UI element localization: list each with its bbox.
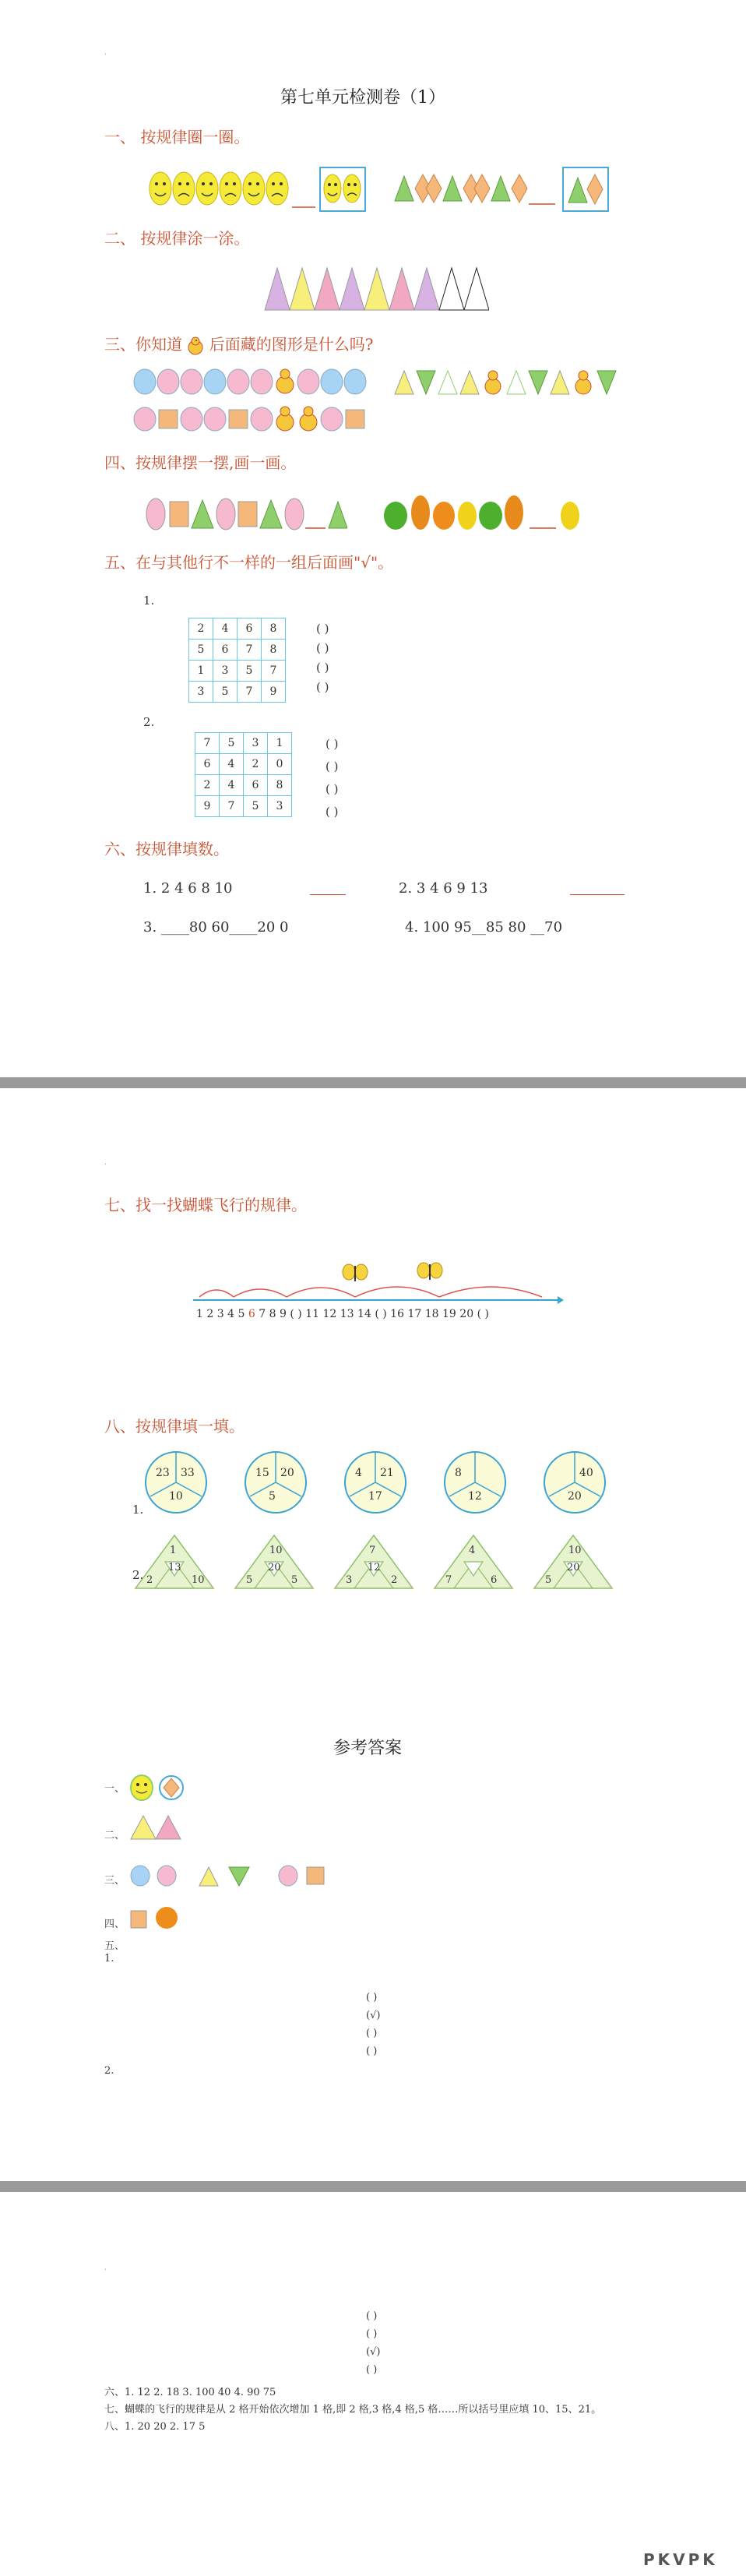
- section-2-heading: 二、 按规律涂一涂。: [104, 229, 250, 248]
- triangle-right-value: 10: [192, 1574, 205, 1586]
- circle-bottom-value: 20: [568, 1490, 582, 1503]
- answer-paren[interactable]: ( ): [325, 759, 339, 774]
- question-5-1-label: 1.: [143, 594, 155, 608]
- sequence-1: 1. 2 4 6 8 10: [143, 880, 233, 897]
- pattern-3-right: [393, 368, 619, 399]
- circle-puzzle: [145, 1451, 207, 1514]
- tick-label: 13: [340, 1308, 354, 1320]
- answer-paren: ( ): [366, 2328, 378, 2340]
- tick-label: 20: [459, 1308, 474, 1320]
- tick-blank[interactable]: ( ): [477, 1308, 489, 1320]
- answer-paren: ( ): [366, 1992, 378, 2003]
- tick-label: 1: [196, 1308, 203, 1320]
- question-5-2-label: 2.: [143, 715, 155, 729]
- triangle-top-value: 10: [269, 1545, 283, 1556]
- tick-label: 16: [390, 1308, 404, 1320]
- tick-label: 3: [216, 1308, 224, 1320]
- circle-bottom-value: 10: [169, 1490, 183, 1503]
- circle-top-left-value: 15: [255, 1467, 269, 1479]
- triangle-puzzle: [333, 1534, 414, 1590]
- answer-paren[interactable]: ( ): [316, 641, 329, 655]
- section-4-heading: 四、按规律摆一摆,画一画。: [104, 453, 297, 472]
- pattern-4-fruits: [382, 491, 615, 534]
- section-3-text: 三、你知道: [104, 335, 182, 354]
- pattern-row-triangles: [393, 368, 619, 402]
- triangle-top-value: 10: [568, 1545, 582, 1556]
- shape-row-1: [393, 170, 557, 209]
- circle-puzzle: [245, 1451, 307, 1514]
- pattern-4-shapes: [145, 495, 347, 534]
- page-dot: .: [104, 2264, 107, 2272]
- circle-top-left-value: 8: [455, 1467, 462, 1479]
- page-dot: .: [104, 1158, 107, 1167]
- tick-label: 4: [227, 1308, 235, 1320]
- triangle-right-value: 5: [291, 1574, 298, 1586]
- answer-8: 八、1. 20 20 2. 17 5: [104, 2421, 206, 2433]
- triangle-right-value: 2: [391, 1574, 398, 1586]
- tick-label: 7: [259, 1308, 266, 1320]
- circle-top-right-value: 21: [380, 1467, 394, 1479]
- tick-label: 17: [407, 1308, 422, 1320]
- answer-2-shapes: [129, 1814, 184, 1844]
- answer-shapes: [564, 168, 607, 210]
- answer-faces: [321, 168, 364, 210]
- row-2-label: 2.: [132, 1568, 144, 1582]
- answer-paren[interactable]: ( ): [316, 622, 329, 636]
- page-dot: .: [104, 48, 107, 57]
- triangle-top-value: 4: [469, 1545, 476, 1556]
- circle-puzzles: [145, 1451, 643, 1521]
- answer-5-label: 五、: [104, 1940, 125, 1952]
- tick-label: 14: [357, 1308, 371, 1320]
- circle-bottom-value: 5: [269, 1490, 276, 1503]
- tick-blank[interactable]: ( ): [290, 1308, 302, 1320]
- section-3-heading: [104, 332, 373, 355]
- answer-paren: (√): [366, 2010, 381, 2021]
- answer-4-shapes: [129, 1905, 184, 1934]
- triangle-center-value: 13: [168, 1562, 181, 1573]
- sequence-3: 3. ____80 60____20 0: [143, 919, 289, 936]
- circle-puzzle: [444, 1451, 506, 1514]
- section-8-heading: 八、按规律填一填。: [104, 1417, 245, 1436]
- answer-paren[interactable]: ( ): [325, 782, 339, 796]
- pattern-row-circles: [132, 366, 374, 455]
- triangle-puzzles: [145, 1534, 643, 1593]
- answer-5-2-label: 2.: [104, 2065, 114, 2077]
- pattern-3-left: [132, 366, 374, 452]
- answer-paren[interactable]: ( ): [316, 661, 329, 675]
- circle-top-left-value: 23: [156, 1467, 170, 1479]
- answer-paren[interactable]: ( ): [325, 805, 339, 819]
- circle-puzzle: [344, 1451, 406, 1514]
- answers-title: 参考答案: [333, 1739, 403, 1758]
- tick-label: 11: [305, 1308, 320, 1320]
- number-grid-2: 7 5 3 1 6 4 2 0 2 4 6 8 9 7 5 3: [195, 732, 292, 817]
- page-separator: [0, 2181, 746, 2192]
- triangle-coloring-row: [263, 265, 489, 316]
- chick-icon: [276, 369, 294, 393]
- answer-paren: ( ): [366, 2028, 378, 2039]
- triangle-center-value: 12: [368, 1562, 381, 1573]
- sequence-2: 2. 3 4 6 9 13: [399, 880, 488, 897]
- triangle-puzzle: [433, 1534, 514, 1590]
- triangle-puzzle: [134, 1534, 215, 1590]
- answer-paren: (√): [366, 2346, 381, 2358]
- answer-paren: ( ): [366, 2046, 378, 2057]
- answer-paren[interactable]: ( ): [325, 737, 339, 751]
- triangle-puzzle: [234, 1534, 315, 1590]
- page-2: [0, 1088, 746, 2181]
- answer-4-label: 四、: [104, 1919, 125, 1930]
- row-1-label: 1.: [132, 1503, 144, 1517]
- sequence-4: 4. 100 95__85 80 __70: [405, 919, 563, 936]
- triangle-top-value: 1: [170, 1545, 177, 1556]
- triangle-left-value: 5: [246, 1574, 253, 1586]
- answer-2-label: 二、: [104, 1830, 125, 1841]
- triangle-left-value: 5: [545, 1574, 552, 1586]
- sequence-2-blank[interactable]: [570, 894, 625, 895]
- answer-6: 六、1. 12 2. 18 3. 100 40 4. 90 75: [104, 2387, 276, 2398]
- chick-icon: [187, 337, 204, 355]
- circle-top-right-value: 33: [181, 1467, 195, 1479]
- section-6-heading: 六、按规律填数。: [104, 840, 229, 858]
- tick-label: 5: [238, 1308, 245, 1320]
- circle-bottom-value: 17: [368, 1490, 382, 1503]
- triangle-left-value: 3: [346, 1574, 353, 1586]
- answer-3-shapes: [129, 1862, 332, 1892]
- tick-label: 8: [269, 1308, 276, 1320]
- tick-label: 6: [248, 1308, 255, 1320]
- answer-5-1-label: 1.: [104, 1953, 114, 1965]
- tick-label: 12: [322, 1308, 337, 1320]
- answer-paren[interactable]: ( ): [316, 680, 329, 694]
- tick-label: 18: [424, 1308, 439, 1320]
- page-separator: [0, 1077, 746, 1088]
- triangle-left-value: 2: [146, 1574, 153, 1586]
- triangle-right-value: 6: [491, 1574, 498, 1586]
- colored-triangles: [263, 265, 489, 313]
- triangle-center-value: 20: [268, 1562, 281, 1573]
- triangle-top-value: 7: [369, 1545, 376, 1556]
- number-grid-1: 2 4 6 8 5 6 7 8 1 3 5 7 3 5 7 9: [188, 618, 286, 703]
- answer-box-faces: [319, 167, 366, 212]
- section-5-heading: 五、在与其他行不一样的一组后面画"√"。: [104, 553, 394, 572]
- answer-1-shapes: [129, 1772, 184, 1806]
- triangle-puzzle: [533, 1534, 614, 1590]
- answer-box-shapes: [562, 167, 609, 212]
- pattern-row-4-left: [145, 495, 347, 537]
- triangle-center-value: 20: [567, 1562, 580, 1573]
- tick-label: 2: [206, 1308, 214, 1320]
- circle-puzzle: [544, 1451, 606, 1514]
- section-7-heading: 七、找一找蝴蝶飞行的规律。: [104, 1196, 307, 1214]
- butterfly-icon: [343, 1264, 368, 1281]
- tick-label: 19: [442, 1308, 456, 1320]
- answer-paren: ( ): [366, 2310, 378, 2322]
- answer-paren: ( ): [366, 2364, 378, 2376]
- sequence-1-blank[interactable]: [310, 894, 346, 895]
- answer-3-label: 三、: [104, 1875, 125, 1887]
- section-3-tail: 后面藏的图形是什么吗?: [209, 335, 374, 354]
- answer-7: 七、蝴蝶的飞行的规律是从 2 格开始依次增加 1 格,即 2 格,3 格,4 格,5 格……所以括号里应填 10、15、21。: [104, 2404, 602, 2416]
- butterfly-icon: [417, 1263, 442, 1280]
- triangle-left-value: 7: [445, 1574, 452, 1586]
- circle-top-right-value: 20: [280, 1467, 294, 1479]
- tick-label: 9: [280, 1308, 287, 1320]
- section-1-heading: 一、 按规律圈一圈。: [104, 128, 250, 146]
- circle-bottom-value: 12: [468, 1490, 482, 1503]
- circle-top-left-value: 4: [355, 1467, 362, 1479]
- page-title: 第七单元检测卷（1）: [280, 88, 445, 107]
- triangles-diamonds-sequence: [393, 170, 557, 212]
- page-1: [0, 0, 746, 1077]
- answer-1-label: 一、: [104, 1783, 125, 1795]
- watermark: PKVPK: [643, 2550, 718, 2569]
- fruit-row: [382, 491, 615, 537]
- number-line-labels: [196, 1308, 489, 1320]
- circle-top-right-value: 40: [579, 1467, 593, 1479]
- page-3: [0, 2192, 746, 2576]
- tick-blank[interactable]: ( ): [375, 1308, 387, 1320]
